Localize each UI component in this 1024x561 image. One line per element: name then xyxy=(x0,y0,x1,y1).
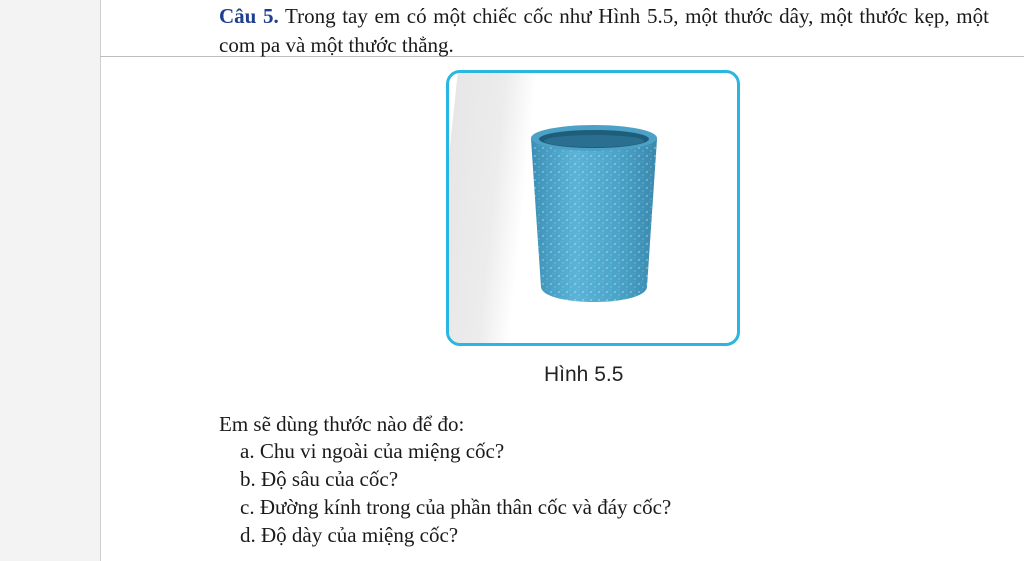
question-paragraph xyxy=(219,2,989,60)
figure-caption: Hình 5.5 xyxy=(544,363,624,386)
figure-frame xyxy=(446,70,740,346)
question-prompt: Em sẽ dùng thước nào để đo: xyxy=(219,412,465,436)
option-c: c. Đường kính trong của phần thân cốc và đáy cốc? xyxy=(240,495,672,519)
option-b: b. Độ sâu của cốc? xyxy=(240,467,399,491)
question-text: Trong tay em có một chiếc cốc như Hình 5.5, một thước dây, một thước kẹp, một com pa và một thước thẳng. xyxy=(219,4,989,57)
cup-image xyxy=(525,121,665,311)
page-left-margin xyxy=(0,0,101,561)
option-a: a. Chu vi ngoài của miệng cốc? xyxy=(240,439,505,463)
option-d: d. Độ dày của miệng cốc? xyxy=(240,523,459,547)
question-label: Câu 5. xyxy=(219,4,279,28)
answer-options xyxy=(240,437,671,549)
